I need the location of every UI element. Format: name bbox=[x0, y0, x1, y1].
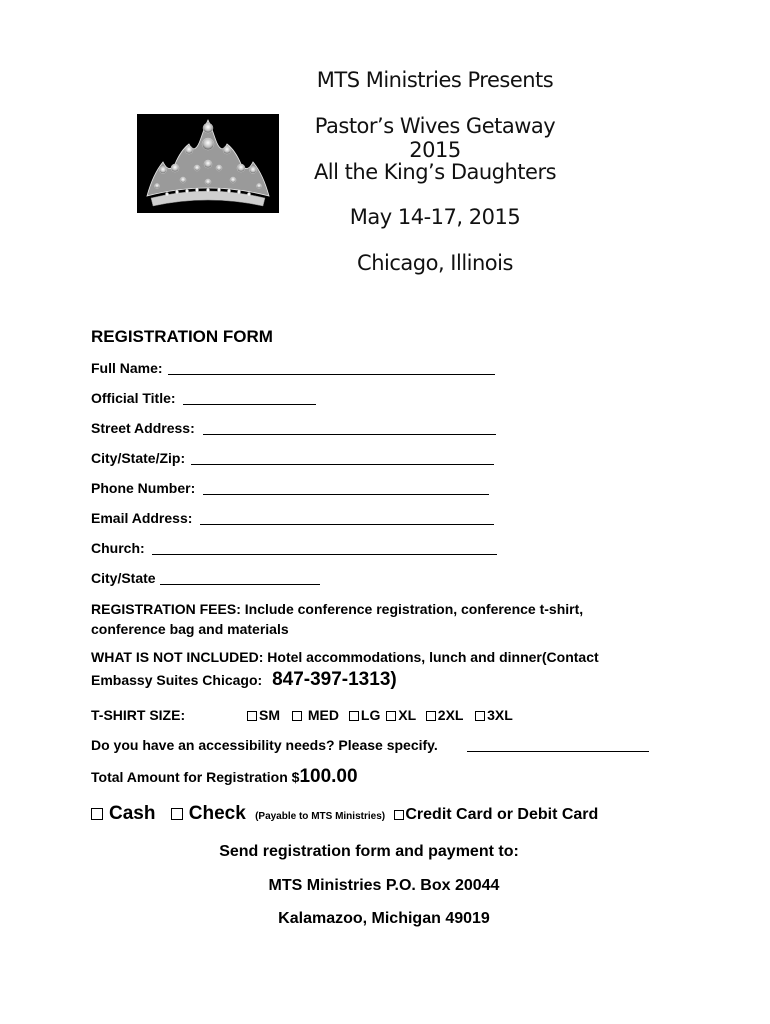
church-field[interactable] bbox=[152, 539, 497, 555]
event-title: Pastor’s Wives Getaway 2015 bbox=[314, 114, 556, 162]
header-presenter: MTS Ministries Presents bbox=[316, 68, 554, 92]
street-address-label: Street Address: bbox=[91, 420, 195, 436]
church-label: Church: bbox=[91, 540, 145, 556]
checkbox[interactable] bbox=[292, 711, 302, 721]
checkbox[interactable] bbox=[171, 808, 183, 820]
payment-card[interactable]: Credit Card or Debit Card bbox=[394, 806, 598, 823]
phone-number-label: Phone Number: bbox=[91, 480, 196, 496]
checkbox[interactable] bbox=[91, 808, 103, 820]
event-location: Chicago, Illinois bbox=[357, 251, 513, 275]
total-line bbox=[91, 766, 358, 788]
full-name-field[interactable] bbox=[168, 359, 495, 375]
send-to-text: Send registration form and payment to: bbox=[219, 843, 519, 860]
checkbox[interactable] bbox=[349, 711, 359, 721]
event-dates: May 14-17, 2015 bbox=[349, 205, 521, 229]
embassy-line bbox=[91, 669, 397, 691]
city-state-zip-field[interactable] bbox=[191, 449, 494, 465]
email-address-field[interactable] bbox=[200, 509, 494, 525]
tshirt-options bbox=[247, 707, 513, 723]
accessibility-field[interactable] bbox=[467, 736, 649, 752]
crown-image bbox=[137, 114, 279, 213]
checkbox[interactable] bbox=[475, 711, 485, 721]
street-address-field[interactable] bbox=[203, 419, 496, 435]
event-theme: All the King’s Daughters bbox=[313, 160, 557, 184]
not-included-text: WHAT IS NOT INCLUDED: Hotel accommodations, lunch and dinner(Contact bbox=[91, 649, 599, 665]
total-amount: 100.00 bbox=[299, 766, 358, 787]
checkbox[interactable] bbox=[394, 810, 404, 820]
form-title: REGISTRATION FORM bbox=[91, 327, 273, 346]
phone-number-field[interactable] bbox=[203, 479, 489, 495]
tshirt-option-xl[interactable]: XL bbox=[386, 707, 416, 723]
email-address-label: Email Address: bbox=[91, 510, 193, 526]
checkbox[interactable] bbox=[386, 711, 396, 721]
tshirt-option-3xl[interactable]: 3XL bbox=[475, 707, 513, 723]
check-payable-note: (Payable to MTS Ministries) bbox=[255, 811, 386, 822]
full-name-label: Full Name: bbox=[91, 360, 163, 376]
accessibility-label: Do you have an accessibility needs? Please specify. bbox=[91, 737, 438, 753]
registration-fees-text: REGISTRATION FEES: Include conference registration, conference t-shirt, conference bag and materials bbox=[91, 601, 584, 637]
payment-options bbox=[91, 803, 598, 825]
city-state-field[interactable] bbox=[160, 569, 320, 585]
crown-icon bbox=[137, 114, 279, 213]
checkbox[interactable] bbox=[426, 711, 436, 721]
payment-check[interactable]: Check bbox=[171, 803, 246, 824]
tshirt-option-lg[interactable]: LG bbox=[349, 707, 380, 723]
mailing-address-line2: Kalamazoo, Michigan 49019 bbox=[278, 910, 490, 927]
tshirt-size-label: T-SHIRT SIZE: bbox=[91, 707, 186, 723]
city-state-zip-label: City/State/Zip: bbox=[91, 450, 186, 466]
checkbox[interactable] bbox=[247, 711, 257, 721]
official-title-label: Official Title: bbox=[91, 390, 176, 406]
tshirt-option-med[interactable]: MED bbox=[292, 707, 339, 723]
city-state-label: City/State bbox=[91, 570, 156, 586]
official-title-field[interactable] bbox=[183, 389, 316, 405]
embassy-label: Embassy Suites Chicago: bbox=[91, 672, 267, 688]
hotel-phone: 847-397-1313) bbox=[272, 669, 397, 690]
tshirt-option-sm[interactable]: SM bbox=[247, 707, 280, 723]
payment-cash[interactable]: Cash bbox=[91, 803, 155, 824]
tshirt-option-2xl[interactable]: 2XL bbox=[426, 707, 463, 723]
mailing-address-line1: MTS Ministries P.O. Box 20044 bbox=[268, 877, 500, 894]
total-label: Total Amount for Registration $ bbox=[91, 769, 300, 785]
